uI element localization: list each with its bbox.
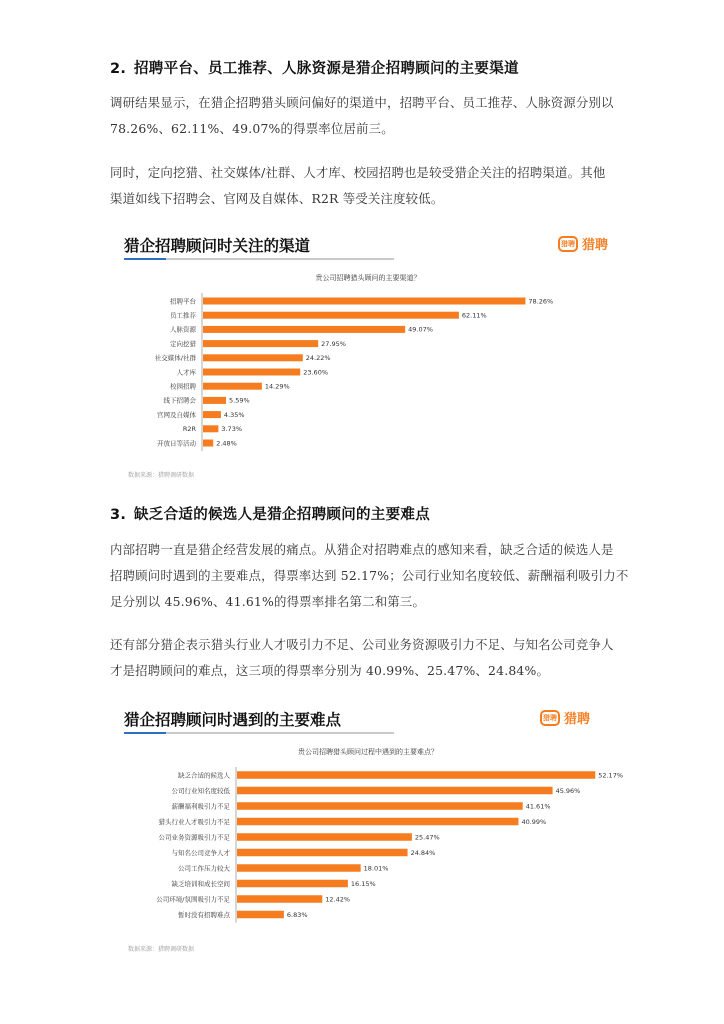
value-label: 78.26% — [528, 297, 554, 306]
bar — [203, 340, 318, 347]
category-label: 人才库 — [176, 368, 196, 377]
category-label: 员工推荐 — [170, 311, 196, 320]
bar — [203, 298, 525, 305]
bar — [203, 425, 218, 432]
bar — [237, 833, 412, 841]
value-label: 6.83% — [286, 910, 308, 919]
section-3-heading — [110, 503, 430, 524]
value-label: 27.95% — [321, 339, 346, 348]
value-label: 49.07% — [408, 325, 433, 334]
value-label: 24.84% — [410, 848, 436, 857]
value-label: 4.35% — [223, 410, 245, 419]
value-label: 24.22% — [305, 354, 331, 363]
section-title: 招聘平台、员工推荐、人脉资源是猎企招聘顾问的主要渠道 — [134, 61, 519, 77]
bar — [237, 771, 595, 779]
category-label: 公司业务资源吸引力不足 — [158, 833, 230, 842]
section-number: 3. — [110, 507, 127, 523]
value-label: 2.48% — [216, 439, 237, 448]
section-3-paragraph-2 — [110, 632, 630, 684]
category-label: 薪酬福利吸引力不足 — [171, 802, 230, 811]
section-number: 2. — [110, 61, 127, 77]
paragraph-line: 招聘顾问时遇到的主要难点，得票率达到 52.17%；公司行业知名度较低、薪酬福利吸引力不 — [110, 568, 629, 583]
category-label: 官网及自媒体 — [157, 410, 196, 419]
category-label: 缺乏培训和成长空间 — [171, 879, 230, 888]
bar — [203, 411, 221, 418]
chart-source-note: 数据来源：猎聘调研数据 — [128, 472, 195, 479]
category-label: 人脉资源 — [170, 325, 196, 334]
paragraph-line: 还有部分猎企表示猎头行业人才吸引力不足、公司业务资源吸引力不足、与知名公司竞争人 — [110, 637, 614, 652]
chart-title: 贵公司招聘猎头顾问过程中遇到的主要难点？ — [298, 748, 438, 756]
value-label: 40.99% — [521, 817, 547, 826]
category-label: 缺乏合适的候选人 — [178, 771, 230, 780]
bar — [237, 802, 523, 810]
value-label: 16.15% — [350, 879, 376, 888]
section-2-heading — [110, 57, 519, 78]
category-label: 线下招聘会 — [163, 396, 196, 405]
chart-card-channels — [118, 234, 622, 482]
bar — [237, 787, 553, 795]
difficulties-bar-chart — [118, 708, 622, 956]
value-label: 14.29% — [264, 382, 290, 391]
category-label: 公司行业知名度较低 — [171, 786, 230, 795]
chart-card-title: 猎企招聘顾问时遇到的主要难点 — [124, 711, 342, 729]
bar — [237, 895, 322, 903]
section-2-paragraph-2 — [110, 160, 630, 212]
bar — [203, 326, 405, 333]
category-label: 招聘平台 — [170, 297, 196, 306]
bar — [203, 397, 226, 404]
paragraph-line: 内部招聘一直是猎企经营发展的痛点。从猎企对招聘难点的感知来看，缺乏合适的候选人是 — [110, 542, 614, 557]
category-label: 定向挖猎 — [170, 339, 196, 348]
paragraph-line: 渠道如线下招聘会、官网及自媒体、R2R 等受关注度较低。 — [110, 191, 444, 206]
value-label: 3.73% — [221, 425, 243, 434]
liepin-logo-text: 猎聘 — [564, 712, 591, 727]
value-label: 52.17% — [598, 771, 624, 780]
channels-bar-chart — [118, 234, 622, 482]
category-label: 开放日等活动 — [157, 439, 196, 448]
chart-card-title: 猎企招聘顾问时关注的渠道 — [124, 237, 311, 255]
paragraph-line: 78.26%、62.11%、49.07%的得票率位居前三。 — [110, 121, 394, 136]
paragraph-line: 同时，定向挖猎、社交媒体/社群、人才库、校园招聘也是较受猎企关注的招聘渠道。其他 — [110, 165, 606, 180]
value-label: 5.59% — [229, 396, 250, 405]
section-2-paragraph-1 — [110, 90, 630, 142]
paragraph-line: 才是招聘顾问的难点，这三项的得票率分别为 40.99%、25.47%、24.84%。 — [110, 663, 550, 678]
category-label: 与知名公司竞争人才 — [171, 848, 230, 857]
category-label: 猎头行业人才吸引力不足 — [158, 817, 230, 826]
liepin-logo-icon: 猎聘 — [558, 236, 578, 252]
value-label: 25.47% — [414, 833, 440, 842]
value-label: 62.11% — [461, 311, 487, 320]
category-label: 暂时没有招聘难点 — [178, 910, 230, 919]
section-3-paragraph-1 — [110, 537, 630, 615]
category-label: 校园招聘 — [170, 382, 196, 391]
bar — [203, 354, 303, 361]
value-label: 18.01% — [363, 864, 389, 873]
bar — [203, 440, 213, 447]
chart-title: 贵公司招聘猎头顾问的主要渠道？ — [315, 274, 421, 282]
category-label: 公司环境/氛围吸引力不足 — [156, 895, 230, 904]
value-label: 12.42% — [325, 895, 351, 904]
bar — [237, 864, 361, 872]
paragraph-line: 足分别以 45.96%、41.61%的得票率排名第二和第三。 — [110, 594, 426, 609]
bar — [237, 880, 348, 888]
liepin-logo-icon: 猎聘 — [540, 710, 560, 726]
category-label: R2R — [182, 425, 196, 434]
liepin-logo-text: 猎聘 — [582, 238, 609, 253]
category-label: 社交媒体/社群 — [154, 354, 196, 363]
chart-card-difficulties — [118, 708, 622, 956]
bar — [203, 312, 459, 319]
value-label: 23.60% — [303, 368, 329, 377]
bar — [237, 911, 284, 919]
bar — [203, 369, 300, 376]
bar — [203, 383, 262, 390]
category-label: 公司工作压力较大 — [178, 864, 230, 873]
paragraph-line: 调研结果显示，在猎企招聘猎头顾问偏好的渠道中，招聘平台、员工推荐、人脉资源分别以 — [110, 95, 614, 110]
section-title: 缺乏合适的候选人是猎企招聘顾问的主要难点 — [134, 507, 430, 523]
value-label: 41.61% — [525, 802, 551, 811]
bar — [237, 849, 408, 857]
chart-source-note: 数据来源：猎聘调研数据 — [128, 946, 195, 953]
value-label: 45.96% — [555, 786, 581, 795]
bar — [237, 818, 518, 826]
